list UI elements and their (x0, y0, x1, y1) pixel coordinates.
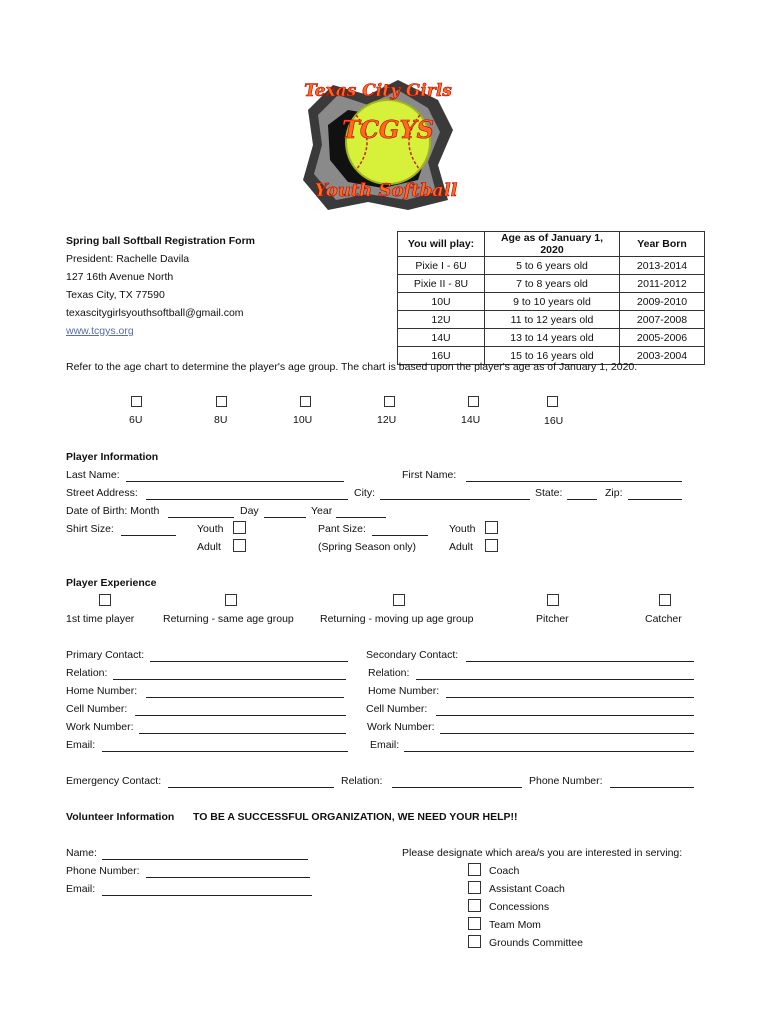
shirt-size-field[interactable] (121, 535, 176, 536)
dob-month-label: Date of Birth: Month (66, 505, 160, 517)
table-cell: 9 to 10 years old (485, 293, 620, 311)
primary-email-label: Email: (66, 739, 96, 751)
volunteer-email-label: Email: (66, 883, 96, 895)
col-header-play: You will play: (398, 232, 485, 257)
concessions-checkbox[interactable] (468, 899, 481, 912)
primary-contact-field[interactable] (150, 661, 348, 662)
pant-adult-label: Adult (449, 541, 473, 553)
player-info-heading: Player Information (66, 451, 159, 463)
table-cell: 10U (398, 293, 485, 311)
pant-size-field[interactable] (372, 535, 428, 536)
pant-youth-label: Youth (449, 523, 476, 535)
volunteer-phone-label: Phone Number: (66, 865, 140, 877)
shirt-youth-checkbox[interactable] (233, 521, 246, 534)
shirt-adult-label: Adult (197, 541, 221, 553)
shirt-youth-label: Youth (197, 523, 224, 535)
catcher-checkbox[interactable] (659, 594, 671, 606)
primary-cell-field[interactable] (135, 715, 346, 716)
returning-same-label: Returning - same age group (163, 613, 294, 625)
primary-home-field[interactable] (146, 697, 344, 698)
first-time-checkbox[interactable] (99, 594, 111, 606)
table-cell: 15 to 16 years old (485, 347, 620, 365)
dob-day-label: Day (240, 505, 259, 517)
volunteer-appeal: TO BE A SUCCESSFUL ORGANIZATION, WE NEED YOUR HELP!! (193, 811, 518, 823)
col-header-age: Age as of January 1, 2020 (485, 232, 620, 257)
experience-heading: Player Experience (66, 577, 157, 589)
city-field[interactable] (380, 499, 530, 500)
label-8u: 8U (214, 414, 228, 426)
shirt-adult-checkbox[interactable] (233, 539, 246, 552)
table-cell: 14U (398, 329, 485, 347)
pant-youth-checkbox[interactable] (485, 521, 498, 534)
emergency-contact-label: Emergency Contact: (66, 775, 162, 787)
pant-size-label: Pant Size: (318, 523, 366, 535)
age-chart-table (397, 231, 705, 365)
table-cell: 13 to 14 years old (485, 329, 620, 347)
table-row (398, 293, 705, 311)
team-mom-label: Team Mom (489, 919, 541, 931)
primary-work-label: Work Number: (66, 721, 134, 733)
logo-top-text: Texas City Girls (304, 81, 452, 101)
emergency-phone-field[interactable] (610, 787, 694, 788)
emergency-relation-label: Relation: (341, 775, 383, 787)
table-row (398, 275, 705, 293)
emergency-relation-field[interactable] (392, 787, 522, 788)
table-row (398, 311, 705, 329)
street-label: Street Address: (66, 487, 138, 499)
assistant-coach-label: Assistant Coach (489, 883, 565, 895)
table-cell: 16U (398, 347, 485, 365)
secondary-home-label: Home Number: (368, 685, 440, 697)
logo-bottom-text: Youth Softball (314, 180, 458, 201)
assistant-coach-checkbox[interactable] (468, 881, 481, 894)
checkbox-6u[interactable] (131, 396, 142, 407)
returning-same-checkbox[interactable] (225, 594, 237, 606)
emergency-phone-label: Phone Number: (529, 775, 603, 787)
first-time-label: 1st time player (66, 613, 135, 625)
age-chart-note: Refer to the age chart to determine the player's age group. The chart is based upon the player's age as of January 1, 2020. (66, 361, 638, 373)
dob-year-label: Year (311, 505, 333, 517)
logo-center-text: TCGYS (342, 115, 434, 144)
primary-relation-field[interactable] (113, 679, 346, 680)
table-cell: Pixie II - 8U (398, 275, 485, 293)
label-16u: 16U (544, 415, 564, 427)
team-mom-checkbox[interactable] (468, 917, 481, 930)
table-cell: 11 to 12 years old (485, 311, 620, 329)
secondary-work-field[interactable] (440, 733, 694, 734)
volunteer-designate-text: Please designate which area/s you are interested in serving: (402, 847, 683, 859)
primary-cell-label: Cell Number: (66, 703, 128, 715)
volunteer-name-label: Name: (66, 847, 97, 859)
secondary-contact-label: Secondary Contact: (366, 649, 459, 661)
zip-field[interactable] (628, 499, 682, 500)
secondary-relation-field[interactable] (416, 679, 694, 680)
grounds-committee-label: Grounds Committee (489, 937, 583, 949)
secondary-contact-field[interactable] (466, 661, 694, 662)
concessions-label: Concessions (489, 901, 550, 913)
address-line1: 127 16th Avenue North (66, 271, 174, 283)
volunteer-email-field[interactable] (102, 895, 312, 896)
state-field[interactable] (567, 499, 597, 500)
spring-season-note: (Spring Season only) (318, 541, 417, 553)
primary-email-field[interactable] (102, 751, 348, 752)
secondary-relation-label: Relation: (368, 667, 410, 679)
shirt-size-label: Shirt Size: (66, 523, 114, 535)
state-label: State: (535, 487, 563, 499)
table-cell: 2013-2014 (620, 257, 705, 275)
checkbox-8u[interactable] (216, 396, 227, 407)
primary-contact-label: Primary Contact: (66, 649, 145, 661)
first-name-label: First Name: (402, 469, 457, 481)
returning-up-checkbox[interactable] (393, 594, 405, 606)
table-cell: 2003-2004 (620, 347, 705, 365)
secondary-work-label: Work Number: (367, 721, 435, 733)
secondary-email-field[interactable] (404, 751, 694, 752)
pant-adult-checkbox[interactable] (485, 539, 498, 552)
pitcher-checkbox[interactable] (547, 594, 559, 606)
form-title: Spring ball Softball Registration Form (66, 235, 256, 247)
pitcher-label: Pitcher (536, 613, 569, 625)
label-10u: 10U (293, 414, 313, 426)
first-name-field[interactable] (466, 481, 682, 482)
last-name-field[interactable] (126, 481, 344, 482)
checkbox-14u[interactable] (468, 396, 479, 407)
softball-logo-graphic (288, 70, 468, 220)
volunteer-phone-field[interactable] (146, 877, 310, 878)
col-header-year: Year Born (620, 232, 705, 257)
checkbox-12u[interactable] (384, 396, 395, 407)
table-cell: 2009-2010 (620, 293, 705, 311)
primary-relation-label: Relation: (66, 667, 108, 679)
table-cell: 2007-2008 (620, 311, 705, 329)
secondary-home-field[interactable] (446, 697, 694, 698)
president: President: Rachelle Davila (66, 253, 190, 265)
website-link[interactable]: www.tcgys.org (66, 325, 134, 337)
coach-label: Coach (489, 865, 520, 877)
volunteer-name-field[interactable] (102, 859, 308, 860)
returning-up-label: Returning - moving up age group (320, 613, 474, 625)
contact-email: texascitygirlsyouthsoftball@gmail.com (66, 307, 244, 319)
table-row (398, 329, 705, 347)
table-cell: 2005-2006 (620, 329, 705, 347)
last-name-label: Last Name: (66, 469, 120, 481)
checkbox-16u[interactable] (547, 396, 558, 407)
label-6u: 6U (129, 414, 143, 426)
volunteer-heading: Volunteer Information (66, 811, 175, 823)
address-line2: Texas City, TX 77590 (66, 289, 165, 301)
primary-work-field[interactable] (139, 733, 346, 734)
dob-year-field[interactable] (336, 517, 386, 518)
coach-checkbox[interactable] (468, 863, 481, 876)
dob-day-field[interactable] (264, 517, 306, 518)
secondary-cell-label: Cell Number: (366, 703, 428, 715)
table-cell: 5 to 6 years old (485, 257, 620, 275)
zip-label: Zip: (605, 487, 623, 499)
table-cell: Pixie I - 6U (398, 257, 485, 275)
secondary-cell-field[interactable] (436, 715, 694, 716)
tcgys-logo (288, 70, 468, 220)
street-field[interactable] (146, 499, 348, 500)
secondary-email-label: Email: (370, 739, 400, 751)
primary-home-label: Home Number: (66, 685, 138, 697)
checkbox-10u[interactable] (300, 396, 311, 407)
grounds-committee-checkbox[interactable] (468, 935, 481, 948)
table-row (398, 257, 705, 275)
table-cell: 12U (398, 311, 485, 329)
catcher-label: Catcher (645, 613, 682, 625)
table-cell: 2011-2012 (620, 275, 705, 293)
dob-month-field[interactable] (168, 517, 234, 518)
label-12u: 12U (377, 414, 397, 426)
table-cell: 7 to 8 years old (485, 275, 620, 293)
label-14u: 14U (461, 414, 481, 426)
city-label: City: (354, 487, 375, 499)
emergency-contact-field[interactable] (168, 787, 334, 788)
